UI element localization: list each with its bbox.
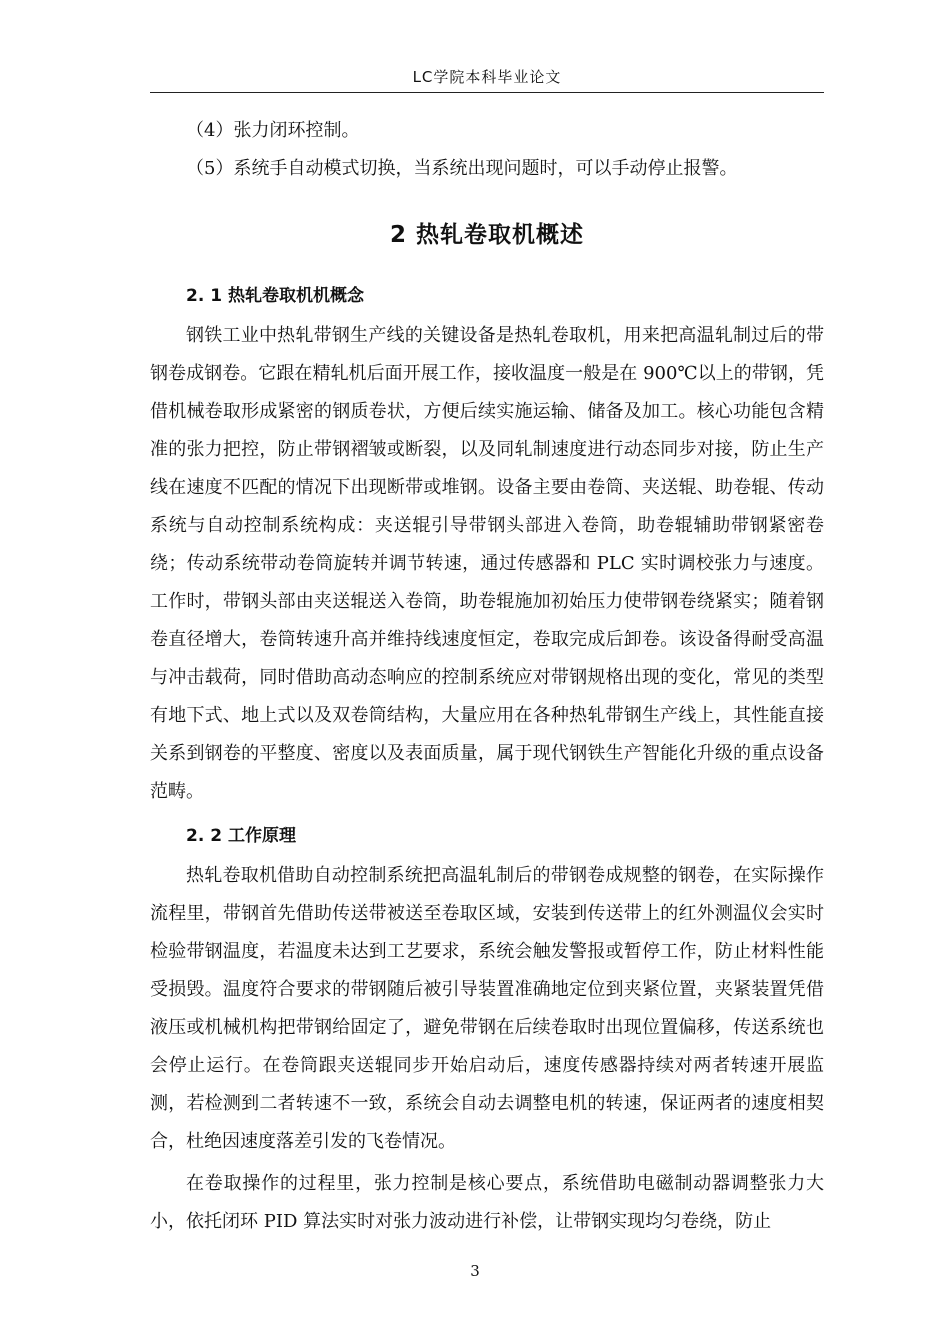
running-header: LC学院本科毕业论文 (412, 68, 562, 86)
list-item: （5）系统手自动模式切换，当系统出现问题时，可以手动停止报警。 (186, 158, 738, 179)
page-number: 3 (470, 1262, 480, 1280)
body-paragraph: 热轧卷取机借助自动控制系统把高温轧制后的带钢卷成规整的钢卷，在实际操作流程里，带钢首先借助传送带被送至卷取区域，安装到传送带上的红外测温仪会实时检验带钢温度，若温度未达到工艺要求，系统会触发警报或暂停工作，防止材料性能受损毁。温度符合要求的带钢随后被引导装置准确地定位到夹紧位置，夹紧装置凭借液压或机械机构把带钢给固定了，避免带钢在后续卷取时出现位置偏移，传送系统也会停止运行。在卷筒跟夹送辊同步开始启动后，速度传感器持续对两者转速开展监测，若检测到二者转速不一致，系统会自动去调整电机的转速，保证两者的速度相契合，杜绝因速度落差引发的飞卷情况。 (150, 865, 824, 1152)
chapter-title: 2 热轧卷取机概述 (389, 222, 584, 248)
body-paragraph: 钢铁工业中热轧带钢生产线的关键设备是热轧卷取机，用来把高温轧制过后的带钢卷成钢卷。它跟在精轧机后面开展工作，接收温度一般是在 900℃以上的带钢，凭借机械卷取形成紧密的钢质卷状，方便后续实施运输、储备及加工。核心功能包含精准的张力把控，防止带钢褶皱或断裂，以及同轧制速度进行动态同步对接，防止生产线在速度不匹配的情况下出现断带或堆钢。设备主要由卷筒、夹送辊、助卷辊、传动系统与自动控制系统构成：夹送辊引导带钢头部进入卷筒，助卷辊辅助带钢紧密卷绕；传动系统带动卷筒旋转并调节转速，通过传感器和 PLC 实时调校张力与速度。工作时，带钢头部由夹送辊送入卷筒，助卷辊施加初始压力使带钢卷绕紧实；随着钢卷直径增大，卷筒转速升高并维持线速度恒定，卷取完成后卸卷。该设备得耐受高温与冲击载荷，同时借助高动态响应的控制系统应对带钢规格出现的变化，常见的类型有地下式、地上式以及双卷筒结构，大量应用在各种热轧带钢生产线上，其性能直接关系到钢卷的平整度、密度以及表面质量，属于现代钢铁生产智能化升级的重点设备范畴。 (150, 325, 824, 802)
body-paragraph: 在卷取操作的过程里，张力控制是核心要点，系统借助电磁制动器调整张力大小，依托闭环 PID 算法实时对张力波动进行补偿，让带钢实现均匀卷绕，防止 (150, 1173, 824, 1232)
list-item: （4）张力闭环控制。 (186, 120, 360, 141)
section-heading: 2. 1 热轧卷取机机概念 (186, 286, 364, 306)
header-divider (150, 92, 824, 93)
section-heading: 2. 2 工作原理 (186, 826, 296, 846)
page-body (150, 112, 824, 1241)
